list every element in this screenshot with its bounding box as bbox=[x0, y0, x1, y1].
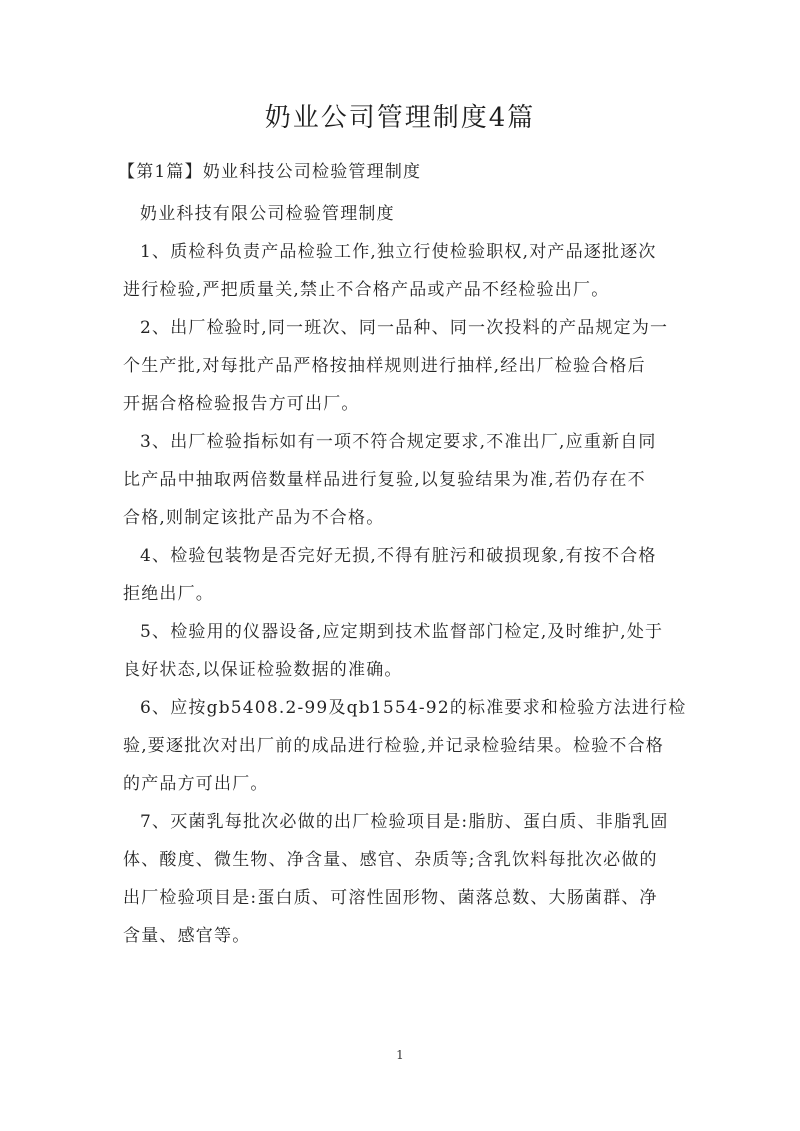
paragraph bbox=[123, 689, 687, 803]
paragraph-line: 3、出厂检验指标如有一项不符合规定要求,不准出厂,应重新自同 bbox=[140, 432, 657, 452]
paragraph-line: 进行检验,严把质量关,禁止不合格产品或产品不经检验出厂。 bbox=[123, 280, 610, 300]
paragraph bbox=[123, 803, 683, 955]
paragraph-line: 2、出厂检验时,同一班次、同一品种、同一次投料的产品规定为一 bbox=[140, 318, 669, 338]
paragraph-line: 含量、感官等。 bbox=[123, 926, 251, 946]
document-body bbox=[118, 153, 687, 955]
paragraph bbox=[123, 613, 683, 689]
paragraph-line: 良好状态,以保证检验数据的准确。 bbox=[123, 660, 403, 680]
paragraph-line: 5、检验用的仪器设备,应定期到技术监督部门检定,及时维护,处于 bbox=[140, 622, 664, 642]
paragraph-line: 体、酸度、微生物、净含量、感官、杂质等;含乳饮料每批次必做的 bbox=[123, 850, 658, 870]
paragraph bbox=[123, 423, 683, 537]
paragraph-line: 开据合格检验报告方可出厂。 bbox=[123, 394, 360, 414]
paragraph-line: 7、灭菌乳每批次必做的出厂检验项目是:脂肪、蛋白质、非脂乳固 bbox=[140, 812, 669, 832]
paragraph-line: 出厂检验项目是:蛋白质、可溶性固形物、菌落总数、大肠菌群、净 bbox=[123, 888, 658, 908]
paragraph-list bbox=[123, 233, 687, 955]
section-heading: 【第1篇】奶业科技公司检验管理制度 bbox=[118, 162, 422, 182]
paragraph-line: 验,要逐批次对出厂前的成品进行检验,并记录检验结果。检验不合格 bbox=[123, 736, 665, 756]
paragraph bbox=[123, 309, 683, 423]
document-title: 奶业公司管理制度4篇 bbox=[264, 103, 536, 133]
paragraph bbox=[123, 537, 683, 613]
paragraph-line: 拒绝出厂。 bbox=[123, 584, 214, 604]
paragraph-line: 1、质检科负责产品检验工作,独立行使检验职权,对产品逐批逐次 bbox=[140, 242, 657, 262]
page-number: 1 bbox=[396, 1048, 404, 1062]
paragraph-line: 个生产批,对每批产品严格按抽样规则进行抽样,经出厂检验合格后 bbox=[123, 356, 646, 376]
paragraph bbox=[123, 233, 683, 309]
document-subtitle: 奶业科技有限公司检验管理制度 bbox=[140, 204, 395, 224]
paragraph-line: 4、检验包装物是否完好无损,不得有脏污和破损现象,有按不合格 bbox=[140, 546, 657, 566]
paragraph-line: 合格,则制定该批产品为不合格。 bbox=[123, 508, 385, 528]
paragraph-line: 比产品中抽取两倍数量样品进行复验,以复验结果为准,若仍存在不 bbox=[123, 470, 646, 490]
paragraph-line: 的产品方可出厂。 bbox=[123, 774, 269, 794]
paragraph-line: 6、应按gb5408.2-99及qb1554-92的标准要求和检验方法进行检 bbox=[140, 698, 687, 718]
